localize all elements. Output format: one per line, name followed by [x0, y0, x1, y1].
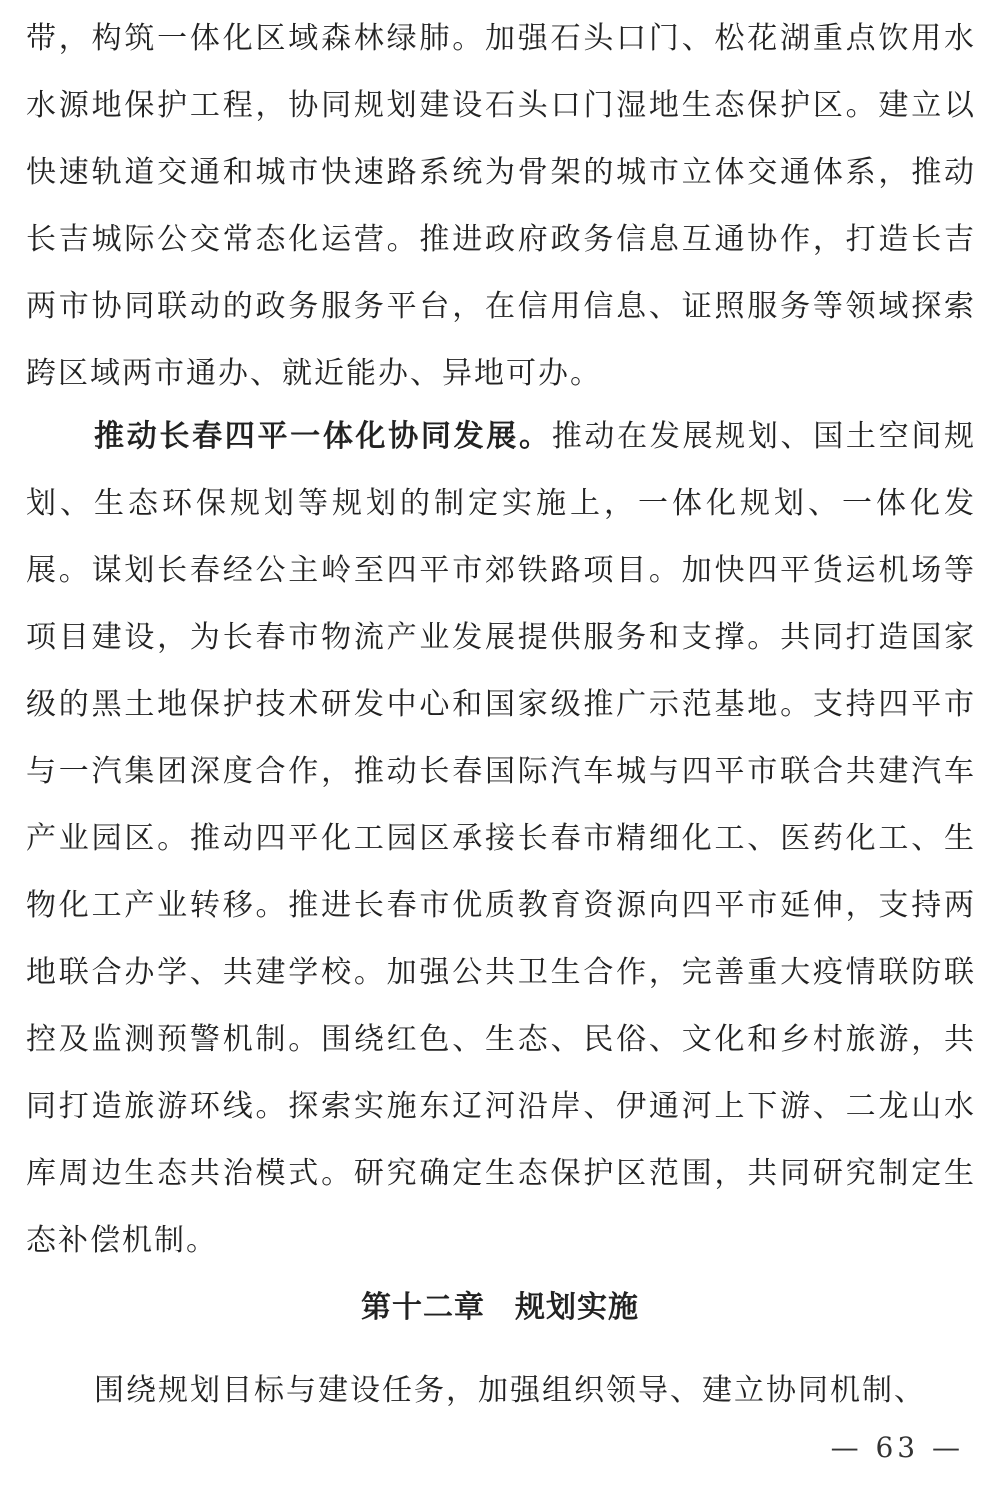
paragraph-text: 带，构筑一体化区域森林绿肺。加强石头口门、松花湖重点饮用水水源地保护工程，协同规划建设石头口门湿地生态保护区。建立以快速轨道交通和城市快速路系统为骨架的城市立体交通体系，推动长吉城际公交常态化运营。推进政府政务信息互通协作，打造长吉两市协同联动的政务服务平台，在信用信息、证照服务等领域探索跨区域两市通办、就近能办、异地可办。: [26, 21, 976, 391]
paragraph-text: 推动在发展规划、国土空间规划、生态环保规划等规划的制定实施上，一体化规划、一体化发展。谋划长春经公主岭至四平市郊铁路项目。加快四平货运机场等项目建设，为长春市物流产业发展提供服务和支撑。共同打造国家级的黑土地保护技术研发中心和国家级推广示范基地。支持四平市与一汽集团深度合作，推动长春国际汽车城与四平市联合共建汽车产业园区。推动四平化工园区承接长春市精细化工、医药化工、生物化工产业转移。推进长春市优质教育资源向四平市延伸，支持两地联合办学、共建学校。加强公共卫生合作，完善重大疫情联防联控及监测预警机制。围绕红色、生态、民俗、文化和乡村旅游，共同打造旅游环线。探索实施东辽河沿岸、伊通河上下游、二龙山水库周边生态共治模式。研究确定生态保护区范围，共同研究制定生态补偿机制。: [26, 419, 977, 1258]
paragraph-changji-integration: [26, 5, 976, 407]
chapter-number: 第十二章: [361, 1290, 485, 1325]
chapter-heading: [0, 1283, 1000, 1333]
paragraph-text: 围绕规划目标与建设任务，加强组织领导、建立协同机制、: [94, 1373, 926, 1408]
page-number: — 63 —: [830, 1431, 964, 1464]
chapter-title: 规划实施: [515, 1290, 639, 1325]
paragraph-chapter-intro: [26, 1357, 976, 1424]
paragraph-lead-heading: 推动长春四平一体化协同发展。: [94, 419, 552, 454]
paragraph-changsi-integration: [26, 403, 976, 1274]
